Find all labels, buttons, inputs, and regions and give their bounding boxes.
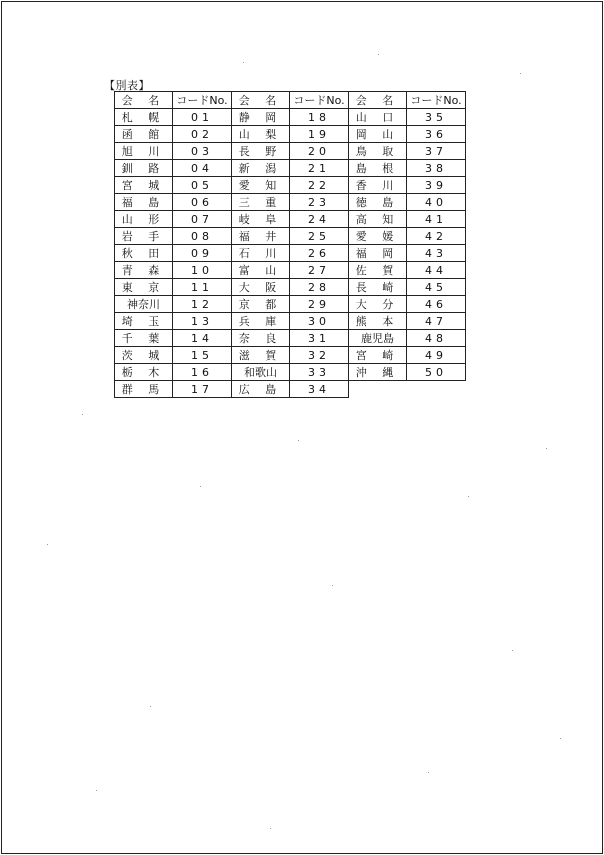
scan-speck: [512, 650, 513, 651]
header-association-name: 会 名: [115, 92, 173, 109]
code-number-cell: 47: [407, 313, 466, 330]
code-number-cell: 15: [173, 347, 232, 364]
scan-speck: [82, 414, 83, 415]
table-row: [115, 160, 466, 177]
header-code-number: コードNo.: [407, 92, 466, 109]
code-number-cell: 36: [407, 126, 466, 143]
code-number-cell: 50: [407, 364, 466, 381]
table-row: [115, 194, 466, 211]
table-row: [115, 381, 466, 398]
association-name-cell: 鳥 取: [349, 143, 407, 160]
association-name-cell: 大 阪: [232, 279, 290, 296]
association-name-cell: 青 森: [115, 262, 173, 279]
association-name-cell: 石 川: [232, 245, 290, 262]
association-name-cell: 三 重: [232, 194, 290, 211]
association-name-cell: 山 形: [115, 211, 173, 228]
table-row: [115, 296, 466, 313]
association-name-cell: 香 川: [349, 177, 407, 194]
table-row: [115, 279, 466, 296]
association-name-cell: 沖 縄: [349, 364, 407, 381]
association-name-cell: 富 山: [232, 262, 290, 279]
header-code-number: コードNo.: [290, 92, 349, 109]
table-row: [115, 364, 466, 381]
scan-speck: [298, 440, 299, 441]
code-number-cell: 01: [173, 109, 232, 126]
association-name-cell: 函 館: [115, 126, 173, 143]
association-code-table: [114, 91, 466, 398]
association-name-cell: 徳 島: [349, 194, 407, 211]
code-number-cell: 04: [173, 160, 232, 177]
association-name-cell: 岐 阜: [232, 211, 290, 228]
code-number-cell: 13: [173, 313, 232, 330]
code-number-cell: 20: [290, 143, 349, 160]
code-number-cell: 49: [407, 347, 466, 364]
scan-speck: [520, 73, 521, 74]
code-number-cell: 26: [290, 245, 349, 262]
association-name-cell: 神奈川: [115, 296, 173, 313]
code-number-cell: 05: [173, 177, 232, 194]
code-number-cell: 14: [173, 330, 232, 347]
association-name-cell: 宮 城: [115, 177, 173, 194]
table-row: [115, 245, 466, 262]
association-name-cell: 佐 賀: [349, 262, 407, 279]
header-association-name: 会 名: [232, 92, 290, 109]
code-number-cell: 10: [173, 262, 232, 279]
association-name-cell: 新 潟: [232, 160, 290, 177]
association-name-cell: 奈 良: [232, 330, 290, 347]
code-number-cell: 37: [407, 143, 466, 160]
association-name-cell: 福 井: [232, 228, 290, 245]
association-name-cell: 愛 知: [232, 177, 290, 194]
table-row: [115, 143, 466, 160]
code-number-cell: 02: [173, 126, 232, 143]
code-number-cell: 30: [290, 313, 349, 330]
table-row: [115, 211, 466, 228]
code-number-cell: 18: [290, 109, 349, 126]
table-row: [115, 347, 466, 364]
empty-cell: [407, 381, 466, 398]
scan-speck: [546, 448, 547, 449]
table-row: [115, 228, 466, 245]
association-name-cell: 岡 山: [349, 126, 407, 143]
scan-speck: [332, 585, 333, 586]
code-number-cell: 40: [407, 194, 466, 211]
association-name-cell: 和歌山: [232, 364, 290, 381]
table-header-row: [115, 92, 466, 109]
header-code-number: コードNo.: [173, 92, 232, 109]
code-number-cell: 43: [407, 245, 466, 262]
association-name-cell: 秋 田: [115, 245, 173, 262]
association-name-cell: 宮 崎: [349, 347, 407, 364]
association-name-cell: 東 京: [115, 279, 173, 296]
code-number-cell: 16: [173, 364, 232, 381]
association-name-cell: 釧 路: [115, 160, 173, 177]
code-number-cell: 09: [173, 245, 232, 262]
code-number-cell: 25: [290, 228, 349, 245]
code-number-cell: 23: [290, 194, 349, 211]
association-name-cell: 千 葉: [115, 330, 173, 347]
code-number-cell: 24: [290, 211, 349, 228]
code-number-cell: 28: [290, 279, 349, 296]
scan-speck: [47, 544, 48, 545]
scan-speck: [150, 706, 151, 707]
code-number-cell: 45: [407, 279, 466, 296]
code-number-cell: 27: [290, 262, 349, 279]
code-number-cell: 41: [407, 211, 466, 228]
code-number-cell: 32: [290, 347, 349, 364]
association-name-cell: 山 梨: [232, 126, 290, 143]
scan-speck: [468, 496, 469, 497]
scan-speck: [428, 772, 429, 773]
table-caption: 【別表】: [104, 79, 150, 92]
association-name-cell: 兵 庫: [232, 313, 290, 330]
association-name-cell: 群 馬: [115, 381, 173, 398]
code-number-cell: 35: [407, 109, 466, 126]
table-row: [115, 262, 466, 279]
code-number-cell: 11: [173, 279, 232, 296]
code-number-cell: 12: [173, 296, 232, 313]
table-row: [115, 177, 466, 194]
association-name-cell: 福 岡: [349, 245, 407, 262]
code-number-cell: 06: [173, 194, 232, 211]
association-name-cell: 旭 川: [115, 143, 173, 160]
scan-speck: [560, 738, 561, 739]
code-number-cell: 22: [290, 177, 349, 194]
association-name-cell: 愛 媛: [349, 228, 407, 245]
association-name-cell: 広 島: [232, 381, 290, 398]
code-number-cell: 38: [407, 160, 466, 177]
association-name-cell: 栃 木: [115, 364, 173, 381]
code-number-cell: 33: [290, 364, 349, 381]
code-number-cell: 21: [290, 160, 349, 177]
association-name-cell: 長 野: [232, 143, 290, 160]
code-number-cell: 44: [407, 262, 466, 279]
scan-speck: [378, 54, 379, 55]
table-row: [115, 313, 466, 330]
code-number-cell: 48: [407, 330, 466, 347]
association-name-cell: 熊 本: [349, 313, 407, 330]
association-name-cell: 大 分: [349, 296, 407, 313]
header-association-name: 会 名: [349, 92, 407, 109]
code-number-cell: 19: [290, 126, 349, 143]
table-row: [115, 126, 466, 143]
table-row: [115, 109, 466, 126]
scan-speck: [270, 828, 271, 829]
association-name-cell: 福 島: [115, 194, 173, 211]
code-number-cell: 17: [173, 381, 232, 398]
table-body: [115, 109, 466, 398]
association-name-cell: 京 都: [232, 296, 290, 313]
association-name-cell: 高 知: [349, 211, 407, 228]
scan-speck: [200, 486, 201, 487]
code-number-cell: 08: [173, 228, 232, 245]
scan-speck: [96, 790, 97, 791]
association-name-cell: 埼 玉: [115, 313, 173, 330]
code-number-cell: 31: [290, 330, 349, 347]
code-number-cell: 07: [173, 211, 232, 228]
code-number-cell: 03: [173, 143, 232, 160]
code-number-cell: 42: [407, 228, 466, 245]
scan-speck: [243, 62, 244, 63]
table-row: [115, 330, 466, 347]
code-number-cell: 34: [290, 381, 349, 398]
code-number-cell: 46: [407, 296, 466, 313]
association-name-cell: 長 崎: [349, 279, 407, 296]
association-name-cell: 静 岡: [232, 109, 290, 126]
empty-cell: [349, 381, 407, 398]
association-name-cell: 島 根: [349, 160, 407, 177]
association-name-cell: 滋 賀: [232, 347, 290, 364]
association-name-cell: 札 幌: [115, 109, 173, 126]
code-number-cell: 29: [290, 296, 349, 313]
association-name-cell: 鹿児島: [349, 330, 407, 347]
association-name-cell: 岩 手: [115, 228, 173, 245]
association-name-cell: 茨 城: [115, 347, 173, 364]
code-number-cell: 39: [407, 177, 466, 194]
association-name-cell: 山 口: [349, 109, 407, 126]
